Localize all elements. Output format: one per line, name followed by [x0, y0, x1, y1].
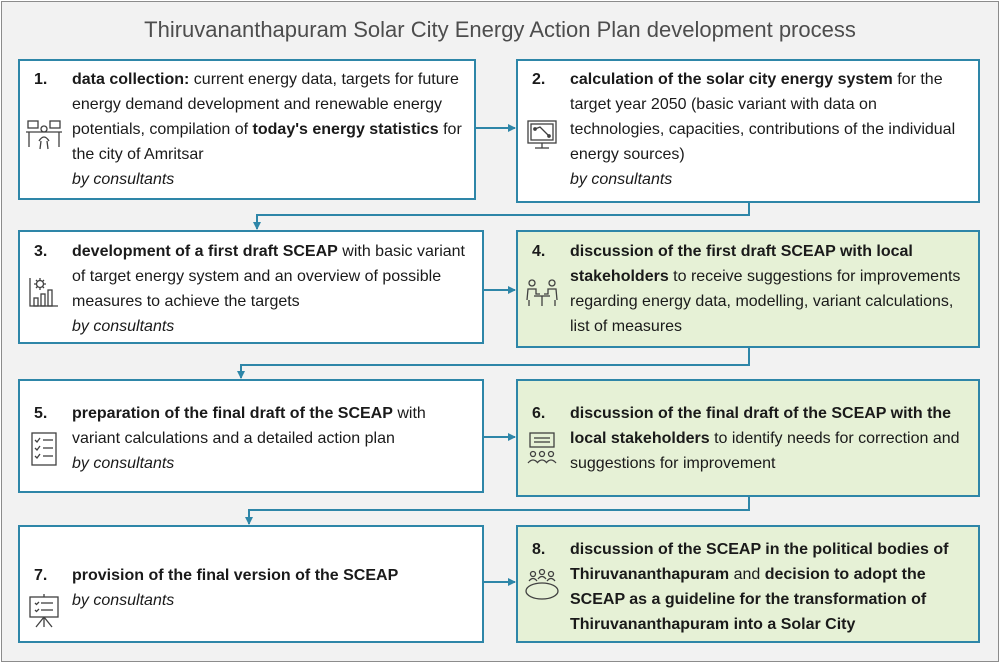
step-2-text [570, 67, 966, 192]
step-1-author: by consultants [72, 171, 175, 188]
step-1-box [18, 59, 476, 200]
step-6-box [516, 379, 980, 497]
step-number: 8. [532, 541, 546, 558]
step-1-bold: data collection: [72, 71, 190, 88]
step-7-text [72, 563, 470, 613]
step-number: 2. [532, 71, 546, 88]
step-5-desc: with variant calculations and a detailed action plan [72, 405, 426, 447]
step-7-author: by consultants [72, 592, 175, 609]
step-number: 6. [532, 405, 546, 422]
meeting-table-icon [524, 274, 560, 310]
office-desk-icon [26, 117, 62, 153]
step-number: 4. [532, 243, 546, 260]
audience-presentation-icon [524, 431, 560, 467]
step-1-desc-2: for the city of Amritsar [72, 121, 462, 163]
step-8-box [516, 525, 980, 643]
step-3-text [72, 239, 470, 339]
step-5-box [18, 379, 484, 493]
step-4-box [516, 230, 980, 348]
presentation-board-icon [26, 593, 62, 629]
step-2-desc: for the target year 2050 (basic variant with data on technologies, capacities, contributions of the individual energy sources) [570, 71, 956, 163]
connector-6-to-7 [249, 497, 749, 524]
connector-4-to-5 [241, 348, 749, 378]
step-number: 7. [34, 567, 48, 584]
step-8-bold-2: decision to adopt the SCEAP as a guideline for the transformation of Thiruvananthapuram into a Solar City [570, 566, 927, 633]
step-3-desc: with basic variant of target energy system and an overview of possible measures to achieve the targets [72, 243, 465, 310]
step-4-text [570, 239, 966, 339]
step-4-bold: discussion of the first draft SCEAP with local stakeholders [570, 243, 913, 285]
checklist-icon [26, 431, 62, 467]
step-2-box [516, 59, 980, 203]
step-7-bold: provision of the final version of the SCEAP [72, 567, 399, 584]
step-5-bold: preparation of the final draft of the SCEAP [72, 405, 393, 422]
step-2-bold: calculation of the solar city energy system [570, 71, 893, 88]
step-3-bold: development of a first draft SCEAP [72, 243, 338, 260]
step-number: 3. [34, 243, 48, 260]
diagram-title: Thiruvananthapuram Solar City Energy Action Plan development process [144, 17, 856, 42]
step-number: 5. [34, 405, 48, 422]
step-3-author: by consultants [72, 318, 175, 335]
step-2-author: by consultants [570, 171, 673, 188]
step-7-box [18, 525, 484, 643]
step-8-bold: discussion of the SCEAP in the political bodies of Thiruvananthapuram [570, 541, 949, 583]
step-1-text [72, 67, 462, 192]
conference-table-icon [524, 567, 560, 603]
step-8-desc: and [729, 566, 765, 583]
step-3-box [18, 230, 484, 344]
step-6-bold: discussion of the final draft of the SCEAP with the local stakeholders [570, 405, 952, 447]
step-5-text [72, 401, 470, 476]
computer-monitor-icon [524, 117, 560, 153]
connector-2-to-3 [257, 203, 749, 229]
step-4-desc: to receive suggestions for improvements regarding energy data, modelling, variant calculations, list of measures [570, 268, 961, 335]
step-6-desc: to identify needs for correction and suggestions for improvement [570, 430, 960, 472]
bar-chart-gear-icon [26, 274, 62, 310]
step-8-text [570, 537, 966, 637]
step-6-text [570, 401, 966, 476]
step-1-bold-2: today's energy statistics [252, 121, 439, 138]
step-1-desc: current energy data, targets for future energy demand development and renewable energy potentials, compilation of [72, 71, 459, 138]
step-number: 1. [34, 71, 48, 88]
step-5-author: by consultants [72, 455, 175, 472]
